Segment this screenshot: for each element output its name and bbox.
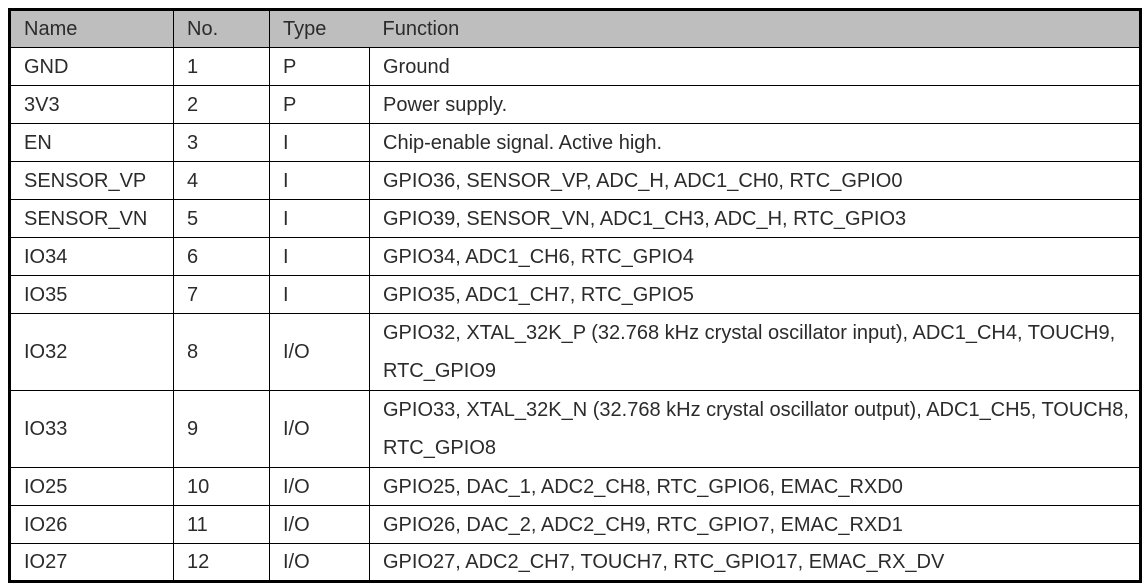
cell-function: GPIO32, XTAL_32K_P (32.768 kHz crystal oscillator input), ADC1_CH4, TOUCH9, RTC_GPIO9 [370,314,1141,391]
cell-no: 11 [174,506,270,544]
cell-function: GPIO27, ADC2_CH7, TOUCH7, RTC_GPIO17, EMAC_RX_DV [370,544,1141,582]
cell-name: IO25 [10,468,174,506]
cell-function: GPIO34, ADC1_CH6, RTC_GPIO4 [370,238,1141,276]
cell-type: I/O [270,391,370,468]
table-row [10,238,1141,276]
table-body [10,48,1141,582]
cell-name: IO27 [10,544,174,582]
cell-function: Power supply. [370,86,1141,124]
table-row [10,468,1141,506]
cell-type: I [270,276,370,314]
cell-name: IO32 [10,314,174,391]
cell-name: IO33 [10,391,174,468]
cell-function: Chip-enable signal. Active high. [370,124,1141,162]
table-row [10,391,1141,468]
cell-function: GPIO35, ADC1_CH7, RTC_GPIO5 [370,276,1141,314]
cell-name: SENSOR_VN [10,200,174,238]
cell-no: 3 [174,124,270,162]
table-header [10,10,1141,48]
cell-name: IO35 [10,276,174,314]
cell-function: GPIO25, DAC_1, ADC2_CH8, RTC_GPIO6, EMAC_RXD0 [370,468,1141,506]
cell-type: P [270,86,370,124]
cell-type: I/O [270,544,370,582]
cell-type: I/O [270,506,370,544]
cell-type: I [270,124,370,162]
cell-no: 1 [174,48,270,86]
cell-no: 8 [174,314,270,391]
cell-function: Ground [370,48,1141,86]
table-row [10,314,1141,391]
cell-name: 3V3 [10,86,174,124]
cell-function: GPIO26, DAC_2, ADC2_CH9, RTC_GPIO7, EMAC_RXD1 [370,506,1141,544]
table-row [10,124,1141,162]
cell-no: 10 [174,468,270,506]
column-header-type: Type [270,10,370,48]
table-row [10,506,1141,544]
cell-type: I [270,200,370,238]
column-header-name: Name [10,10,174,48]
cell-name: EN [10,124,174,162]
cell-name: GND [10,48,174,86]
table-row [10,544,1141,582]
cell-no: 12 [174,544,270,582]
cell-no: 5 [174,200,270,238]
cell-function: GPIO39, SENSOR_VN, ADC1_CH3, ADC_H, RTC_GPIO3 [370,200,1141,238]
pin-definitions-table [8,8,1142,583]
cell-no: 6 [174,238,270,276]
cell-name: IO34 [10,238,174,276]
column-header-function: Function [370,10,1141,48]
cell-no: 4 [174,162,270,200]
cell-no: 2 [174,86,270,124]
cell-name: IO26 [10,506,174,544]
cell-type: I/O [270,314,370,391]
cell-type: I/O [270,468,370,506]
column-header-no: No. [174,10,270,48]
cell-function: GPIO33, XTAL_32K_N (32.768 kHz crystal oscillator output), ADC1_CH5, TOUCH8, RTC_GPIO8 [370,391,1141,468]
cell-function: GPIO36, SENSOR_VP, ADC_H, ADC1_CH0, RTC_GPIO0 [370,162,1141,200]
cell-name: SENSOR_VP [10,162,174,200]
cell-type: P [270,48,370,86]
cell-no: 9 [174,391,270,468]
table-row [10,276,1141,314]
cell-type: I [270,162,370,200]
cell-type: I [270,238,370,276]
table-row [10,48,1141,86]
table-row [10,86,1141,124]
table-row [10,162,1141,200]
header-row [10,10,1141,48]
table-row [10,200,1141,238]
cell-no: 7 [174,276,270,314]
